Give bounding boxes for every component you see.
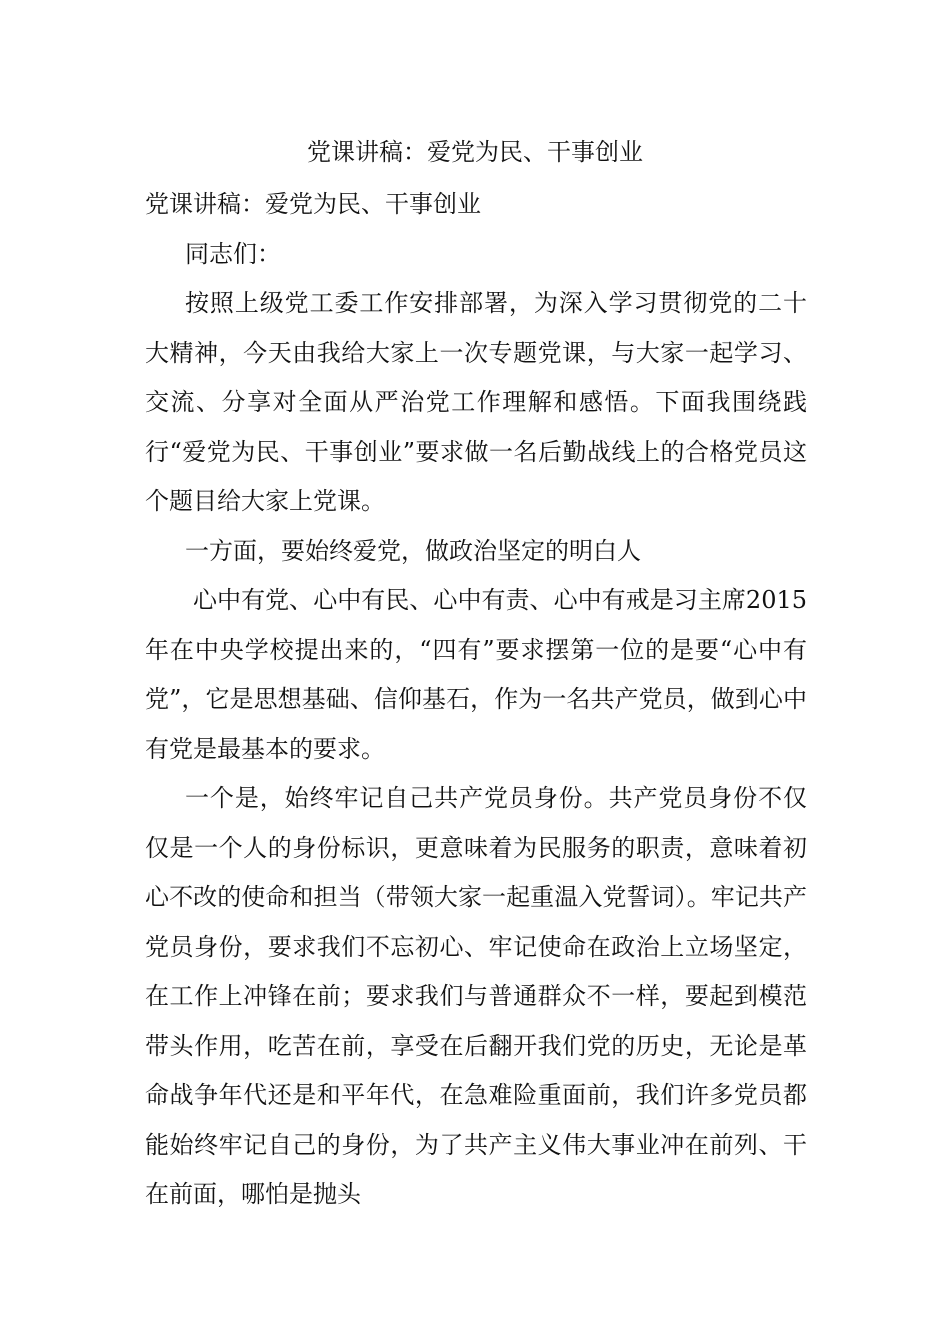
paragraph-identity: 一个是，始终牢记自己共产党员身份。共产党员身份不仅仅是一个人的身份标识，更意味着为民服务的职责，意味着初心不改的使命和担当（带领大家一起重温入党誓词）。牢记共产党员身份，要求我们不忘初心、牢记使命在政治上立场坚定，在工作上冲锋在前；要求我们与普通群众不一样，要起到模范带头作用，吃苦在前，享受在后翻开我们党的历史，无论是革命战争年代还是和平年代，在急难险重面前，我们许多党员都能始终牢记自己的身份，为了共产主义伟大事业冲在前列、干在前面，哪怕是抛头 xyxy=(145,784,807,1208)
document-body xyxy=(145,180,807,1220)
paragraph-intro: 按照上级党工委工作安排部署，为深入学习贯彻党的二十大精神，今天由我给大家上一次专题党课，与大家一起学习、交流、分享对全面从严治党工作理解和感悟。下面我围绕践行“爱党为民、干事创业”要求做一名后勤战线上的合格党员这个题目给大家上党课。 xyxy=(145,289,807,515)
paragraph-four-haves: 心中有党、心中有民、心中有责、心中有戒是习主席2015年在中央学校提出来的，“四有”要求摆第一位的是要“心中有党”，它是思想基础、信仰基石，作为一名共产党员，做到心中有党是最基本的要求。 xyxy=(145,586,807,763)
document-heading: 党课讲稿：爱党为民、干事创业 xyxy=(145,190,481,218)
salutation: 同志们： xyxy=(185,239,281,268)
section-heading-1: 一方面，要始终爱党，做政治坚定的明白人 xyxy=(185,536,641,565)
document-title: 党课讲稿：爱党为民、干事创业 xyxy=(307,138,643,166)
